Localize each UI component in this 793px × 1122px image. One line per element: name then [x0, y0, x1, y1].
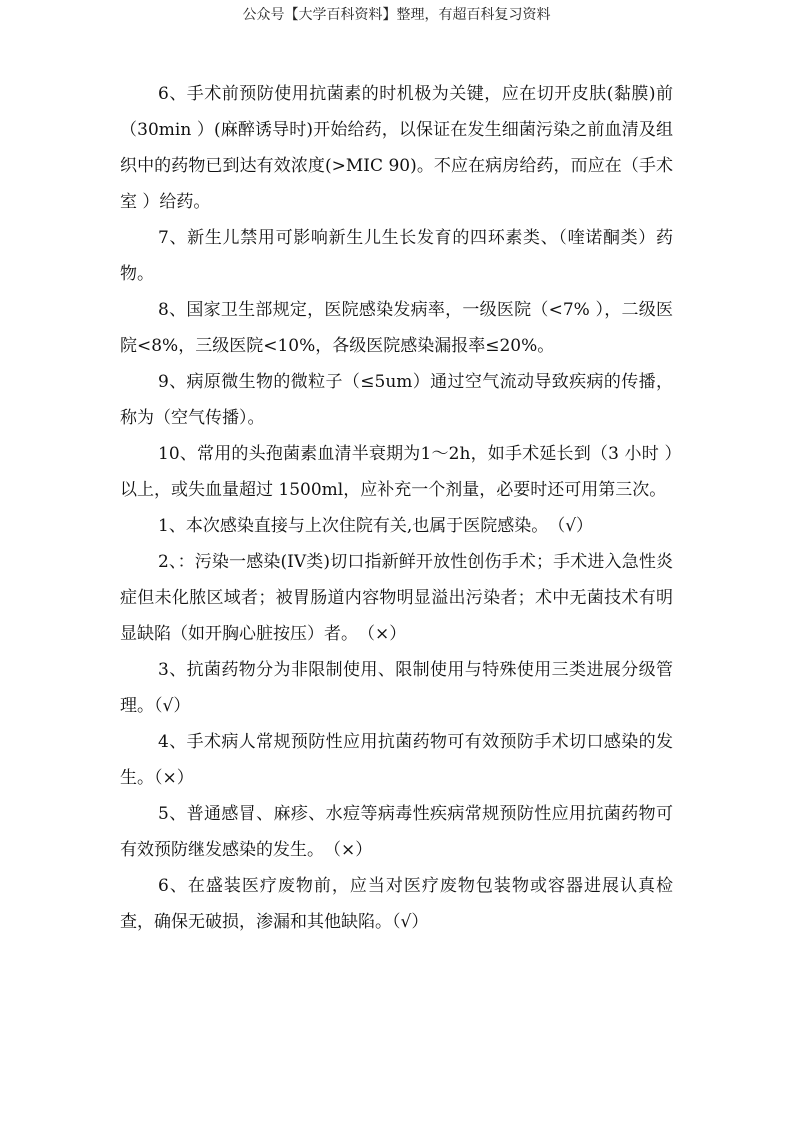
fill-in-item-10: 10、常用的头孢菌素血清半衰期为1～2h，如手术延长到（3 小时 ）以上，或失血量超过 1500ml，应补充一个剂量，必要时还可用第三次。	[120, 444, 673, 500]
true-false-item-3: 3、抗菌药物分为非限制使用、限制使用与特殊使用三类进展分级管理。（√）	[120, 660, 673, 716]
fill-in-item-8: 8、国家卫生部规定，医院感染发病率，一级医院（<7% ），二级医院<8%，三级医院<10%，各级医院感染漏报率≤20%。	[120, 300, 673, 356]
document-body	[120, 76, 673, 940]
page-header: 公众号【大学百科资料】整理，有超百科复习资料	[242, 7, 551, 23]
true-false-item-4: 4、手术病人常规预防性应用抗菌药物可有效预防手术切口感染的发生。（×）	[120, 732, 673, 788]
true-false-item-5: 5、普通感冒、麻疹、水痘等病毒性疾病常规预防性应用抗菌药物可有效预防继发感染的发生。 （×）	[120, 804, 673, 860]
fill-in-item-7: 7、新生儿禁用可影响新生儿生长发育的四环素类、（喹诺酮类）药物。	[120, 228, 673, 284]
true-false-item-6: 6、在盛装医疗废物前，应当对医疗废物包装物或容器进展认真检查，确保无破损，渗漏和其他缺陷。（√）	[120, 876, 673, 932]
true-false-item-2: 2、：污染一感染(IV类)切口指新鲜开放性创伤手术；手术进入急性炎症但未化脓区域者；被胃肠道内容物明显溢出污染者；术中无菌技术有明显缺陷（如开胸心脏按压）者。 （×）	[120, 552, 673, 644]
fill-in-item-6: 6、手术前预防使用抗菌素的时机极为关键，应在切开皮肤(黏膜)前（30min ）(麻醉诱导时)开始给药，以保证在发生细菌污染之前血清及组织中的药物已到达有效浓度(>MIC 90)。不应在病房给药，而应在（手术室 ）给药。	[120, 84, 673, 212]
fill-in-item-9: 9、病原微生物的微粒子（≤5um）通过空气流动导致疾病的传播，称为（空气传播）。	[120, 372, 673, 428]
true-false-item-1: 1、本次感染直接与上次住院有关,也属于医院感染。 （√）	[158, 516, 594, 536]
